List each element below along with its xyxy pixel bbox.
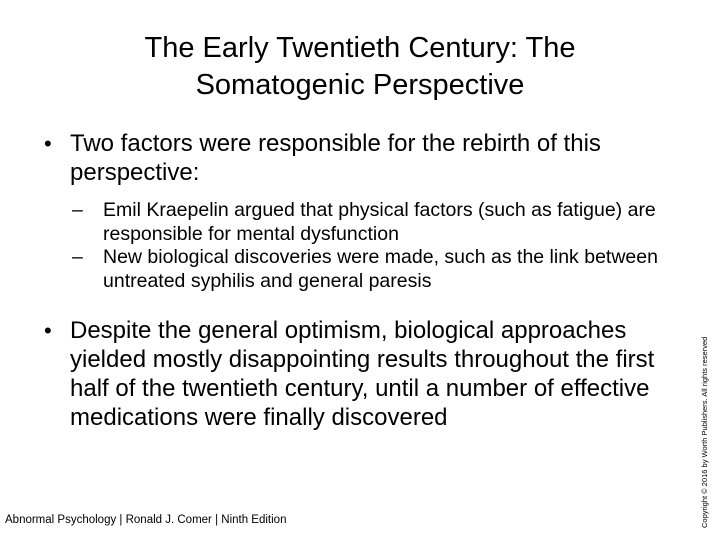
sub-bullet-list bbox=[72, 199, 672, 293]
bullet-item-factors bbox=[44, 129, 664, 187]
sub-bullet-text: Emil Kraepelin argued that physical factors (such as fatigue) are responsible for mental dysfunction bbox=[103, 199, 656, 245]
bullet-marker: • bbox=[44, 131, 52, 156]
sub-bullet-text: New biological discoveries were made, such as the link between untreated syphilis and general paresis bbox=[103, 246, 658, 292]
sub-bullet-biological-discoveries bbox=[72, 246, 672, 293]
title-line-2: Somatogenic Perspective bbox=[195, 69, 525, 101]
bullet-marker: • bbox=[44, 318, 52, 343]
sub-bullet-marker: – bbox=[72, 199, 83, 221]
sub-bullet-marker: – bbox=[72, 246, 83, 268]
title-line-1: The Early Twentieth Century: The bbox=[144, 32, 576, 64]
bullet-item-optimism bbox=[44, 316, 674, 432]
sub-bullet-kraepelin bbox=[72, 199, 672, 246]
copyright-notice: Copyright © 2016 by Worth Publishers. All rights reserved bbox=[700, 336, 709, 528]
slide-title bbox=[60, 30, 660, 104]
bullet-text: Two factors were responsible for the rebirth of this perspective: bbox=[70, 130, 601, 186]
bullet-text: Despite the general optimism, biological approaches yielded mostly disappointing results throughout the first half of the twentieth century, until a number of effective medications were finally discovered bbox=[70, 317, 655, 431]
slide-footer: Abnormal Psychology | Ronald J. Comer | Ninth Edition bbox=[5, 514, 287, 526]
